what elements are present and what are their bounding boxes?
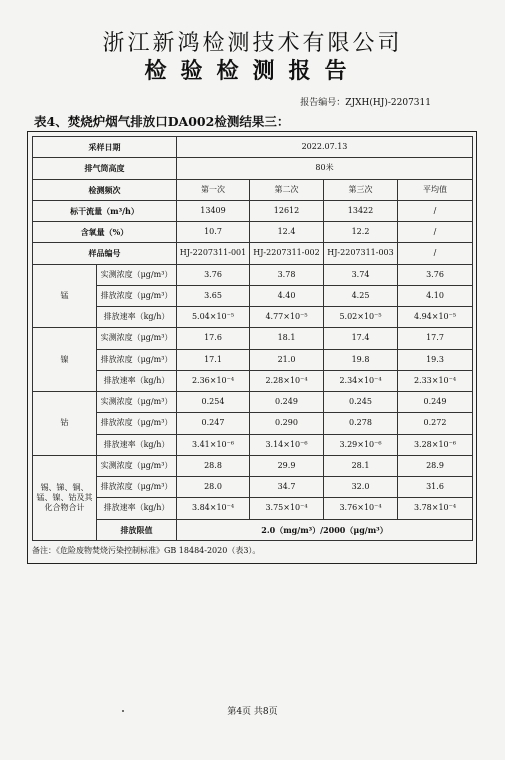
- param-label: 排放浓度（μg/m³）: [97, 477, 177, 498]
- results-table-frame: [27, 131, 477, 564]
- frequency-label: 检测频次: [33, 179, 177, 200]
- table-cell: 34.7: [250, 477, 324, 498]
- table-cell: 10.7: [177, 222, 250, 243]
- stack-height-value: 80米: [177, 158, 473, 179]
- table-cell: 0.278: [324, 413, 398, 434]
- table-cell: HJ-2207311-001: [177, 243, 250, 264]
- group-name-metals-total: 锡、锑、铜、锰、镍、钴及其化合物合计: [33, 455, 97, 540]
- sample-date-label: 采样日期: [33, 137, 177, 158]
- table-cell: 18.1: [250, 328, 324, 349]
- table-cell: 4.10: [398, 285, 473, 306]
- table-cell: 3.65: [177, 285, 250, 306]
- table-cell: 3.14×10⁻⁶: [250, 434, 324, 455]
- group-name-cobalt: 钴: [33, 392, 97, 456]
- table-cell: 5.04×10⁻⁵: [177, 307, 250, 328]
- table-row: [33, 179, 473, 200]
- table-cell: 第二次: [250, 179, 324, 200]
- table-cell: 19.3: [398, 349, 473, 370]
- param-label: 排放浓度（μg/m³）: [97, 413, 177, 434]
- table-cell: 2.33×10⁻⁴: [398, 370, 473, 391]
- table-cell: 2.34×10⁻⁴: [324, 370, 398, 391]
- table-cell: 3.75×10⁻⁴: [250, 498, 324, 519]
- table-cell: 5.02×10⁻⁵: [324, 307, 398, 328]
- param-label: 实测浓度（μg/m³）: [97, 328, 177, 349]
- param-label: 排放浓度（μg/m³）: [97, 285, 177, 306]
- table-row: [33, 158, 473, 179]
- table-cell: 17.4: [324, 328, 398, 349]
- group-name-nickel: 镍: [33, 328, 97, 392]
- table-cell: 平均值: [398, 179, 473, 200]
- table-cell: 3.84×10⁻⁴: [177, 498, 250, 519]
- table-row: [33, 519, 473, 541]
- table-cell: HJ-2207311-002: [250, 243, 324, 264]
- limit-value: 2.0（mg/m³）/2000（μg/m³）: [177, 519, 473, 541]
- table-row: [33, 413, 473, 434]
- table-row: [33, 455, 473, 476]
- table-cell: 3.29×10⁻⁶: [324, 434, 398, 455]
- table-cell: 13409: [177, 200, 250, 221]
- table-cell: 2.28×10⁻⁴: [250, 370, 324, 391]
- table-row: [33, 285, 473, 306]
- table-cell: /: [398, 200, 473, 221]
- table-cell: 0.272: [398, 413, 473, 434]
- stack-height-label: 排气筒高度: [33, 158, 177, 179]
- table-row: [33, 392, 473, 413]
- table-cell: 0.247: [177, 413, 250, 434]
- table-cell: 17.6: [177, 328, 250, 349]
- table-cell: 3.41×10⁻⁶: [177, 434, 250, 455]
- sample-no-label: 样品编号: [33, 243, 177, 264]
- table-row: [33, 200, 473, 221]
- table-cell: /: [398, 222, 473, 243]
- param-label: 排放速率（kg/h）: [97, 307, 177, 328]
- table-cell: 0.254: [177, 392, 250, 413]
- results-table: [32, 136, 473, 541]
- table-row: [33, 328, 473, 349]
- table-cell: HJ-2207311-003: [324, 243, 398, 264]
- table-cell: 17.7: [398, 328, 473, 349]
- table-cell: 21.0: [250, 349, 324, 370]
- table-cell: 28.1: [324, 455, 398, 476]
- table-row: [33, 370, 473, 391]
- page-number: 第4页 共8页: [227, 707, 278, 717]
- table-cell: 12.2: [324, 222, 398, 243]
- table-cell: 28.9: [398, 455, 473, 476]
- table-row: [33, 498, 473, 519]
- table-cell: 4.40: [250, 285, 324, 306]
- table-cell: 0.290: [250, 413, 324, 434]
- table-cell: 31.6: [398, 477, 473, 498]
- table-cell: 12612: [250, 200, 324, 221]
- param-label: 排放速率（kg/h）: [97, 370, 177, 391]
- limit-label: 排放限值: [97, 519, 177, 541]
- table-cell: 3.76: [177, 264, 250, 285]
- report-number: 报告编号：ZJXH(HJ)-2207311: [300, 98, 431, 108]
- sample-date-value: 2022.07.13: [177, 137, 473, 158]
- table-cell: /: [398, 243, 473, 264]
- company-name: 浙江新鸿检测技术有限公司: [102, 31, 403, 56]
- table-cell: 4.94×10⁻⁵: [398, 307, 473, 328]
- table-row: [33, 349, 473, 370]
- table-cell: 3.78: [250, 264, 324, 285]
- param-label: 实测浓度（μg/m³）: [97, 455, 177, 476]
- table-row: [33, 264, 473, 285]
- table-cell: 3.28×10⁻⁶: [398, 434, 473, 455]
- table-cell: 0.245: [324, 392, 398, 413]
- table-cell: 17.1: [177, 349, 250, 370]
- table-cell: 0.249: [398, 392, 473, 413]
- table-cell: 4.25: [324, 285, 398, 306]
- table-row: [33, 137, 473, 158]
- param-label: 实测浓度（μg/m³）: [97, 264, 177, 285]
- table-cell: 3.78×10⁻⁴: [398, 498, 473, 519]
- table-row: [33, 307, 473, 328]
- group-name-manganese: 锰: [33, 264, 97, 328]
- table-caption: 表4、焚烧炉烟气排放口DA002检测结果三：: [34, 114, 290, 129]
- remark-note: 备注：《危险废物焚烧污染控制标准》GB 18484-2020（表3）。: [32, 546, 261, 555]
- table-cell: 12.4: [250, 222, 324, 243]
- table-row: [33, 222, 473, 243]
- table-cell: 4.77×10⁻⁵: [250, 307, 324, 328]
- table-cell: 32.0: [324, 477, 398, 498]
- table-cell: 2.36×10⁻⁴: [177, 370, 250, 391]
- param-label: 排放速率（kg/h）: [97, 498, 177, 519]
- table-row: [33, 434, 473, 455]
- table-cell: 3.76×10⁻⁴: [324, 498, 398, 519]
- table-cell: 第一次: [177, 179, 250, 200]
- table-row: [33, 243, 473, 264]
- oxygen-label: 含氧量（%）: [33, 222, 177, 243]
- table-cell: 29.9: [250, 455, 324, 476]
- table-cell: 28.0: [177, 477, 250, 498]
- param-label: 排放速率（kg/h）: [97, 434, 177, 455]
- table-cell: 3.74: [324, 264, 398, 285]
- param-label: 实测浓度（μg/m³）: [97, 392, 177, 413]
- table-cell: 13422: [324, 200, 398, 221]
- report-title: 检验检测报告: [144, 58, 361, 84]
- table-row: [33, 477, 473, 498]
- table-cell: 3.76: [398, 264, 473, 285]
- table-cell: 第三次: [324, 179, 398, 200]
- param-label: 排放浓度（μg/m³）: [97, 349, 177, 370]
- flow-label: 标干流量（m³/h）: [33, 200, 177, 221]
- table-cell: 0.249: [250, 392, 324, 413]
- table-cell: 19.8: [324, 349, 398, 370]
- table-cell: 28.8: [177, 455, 250, 476]
